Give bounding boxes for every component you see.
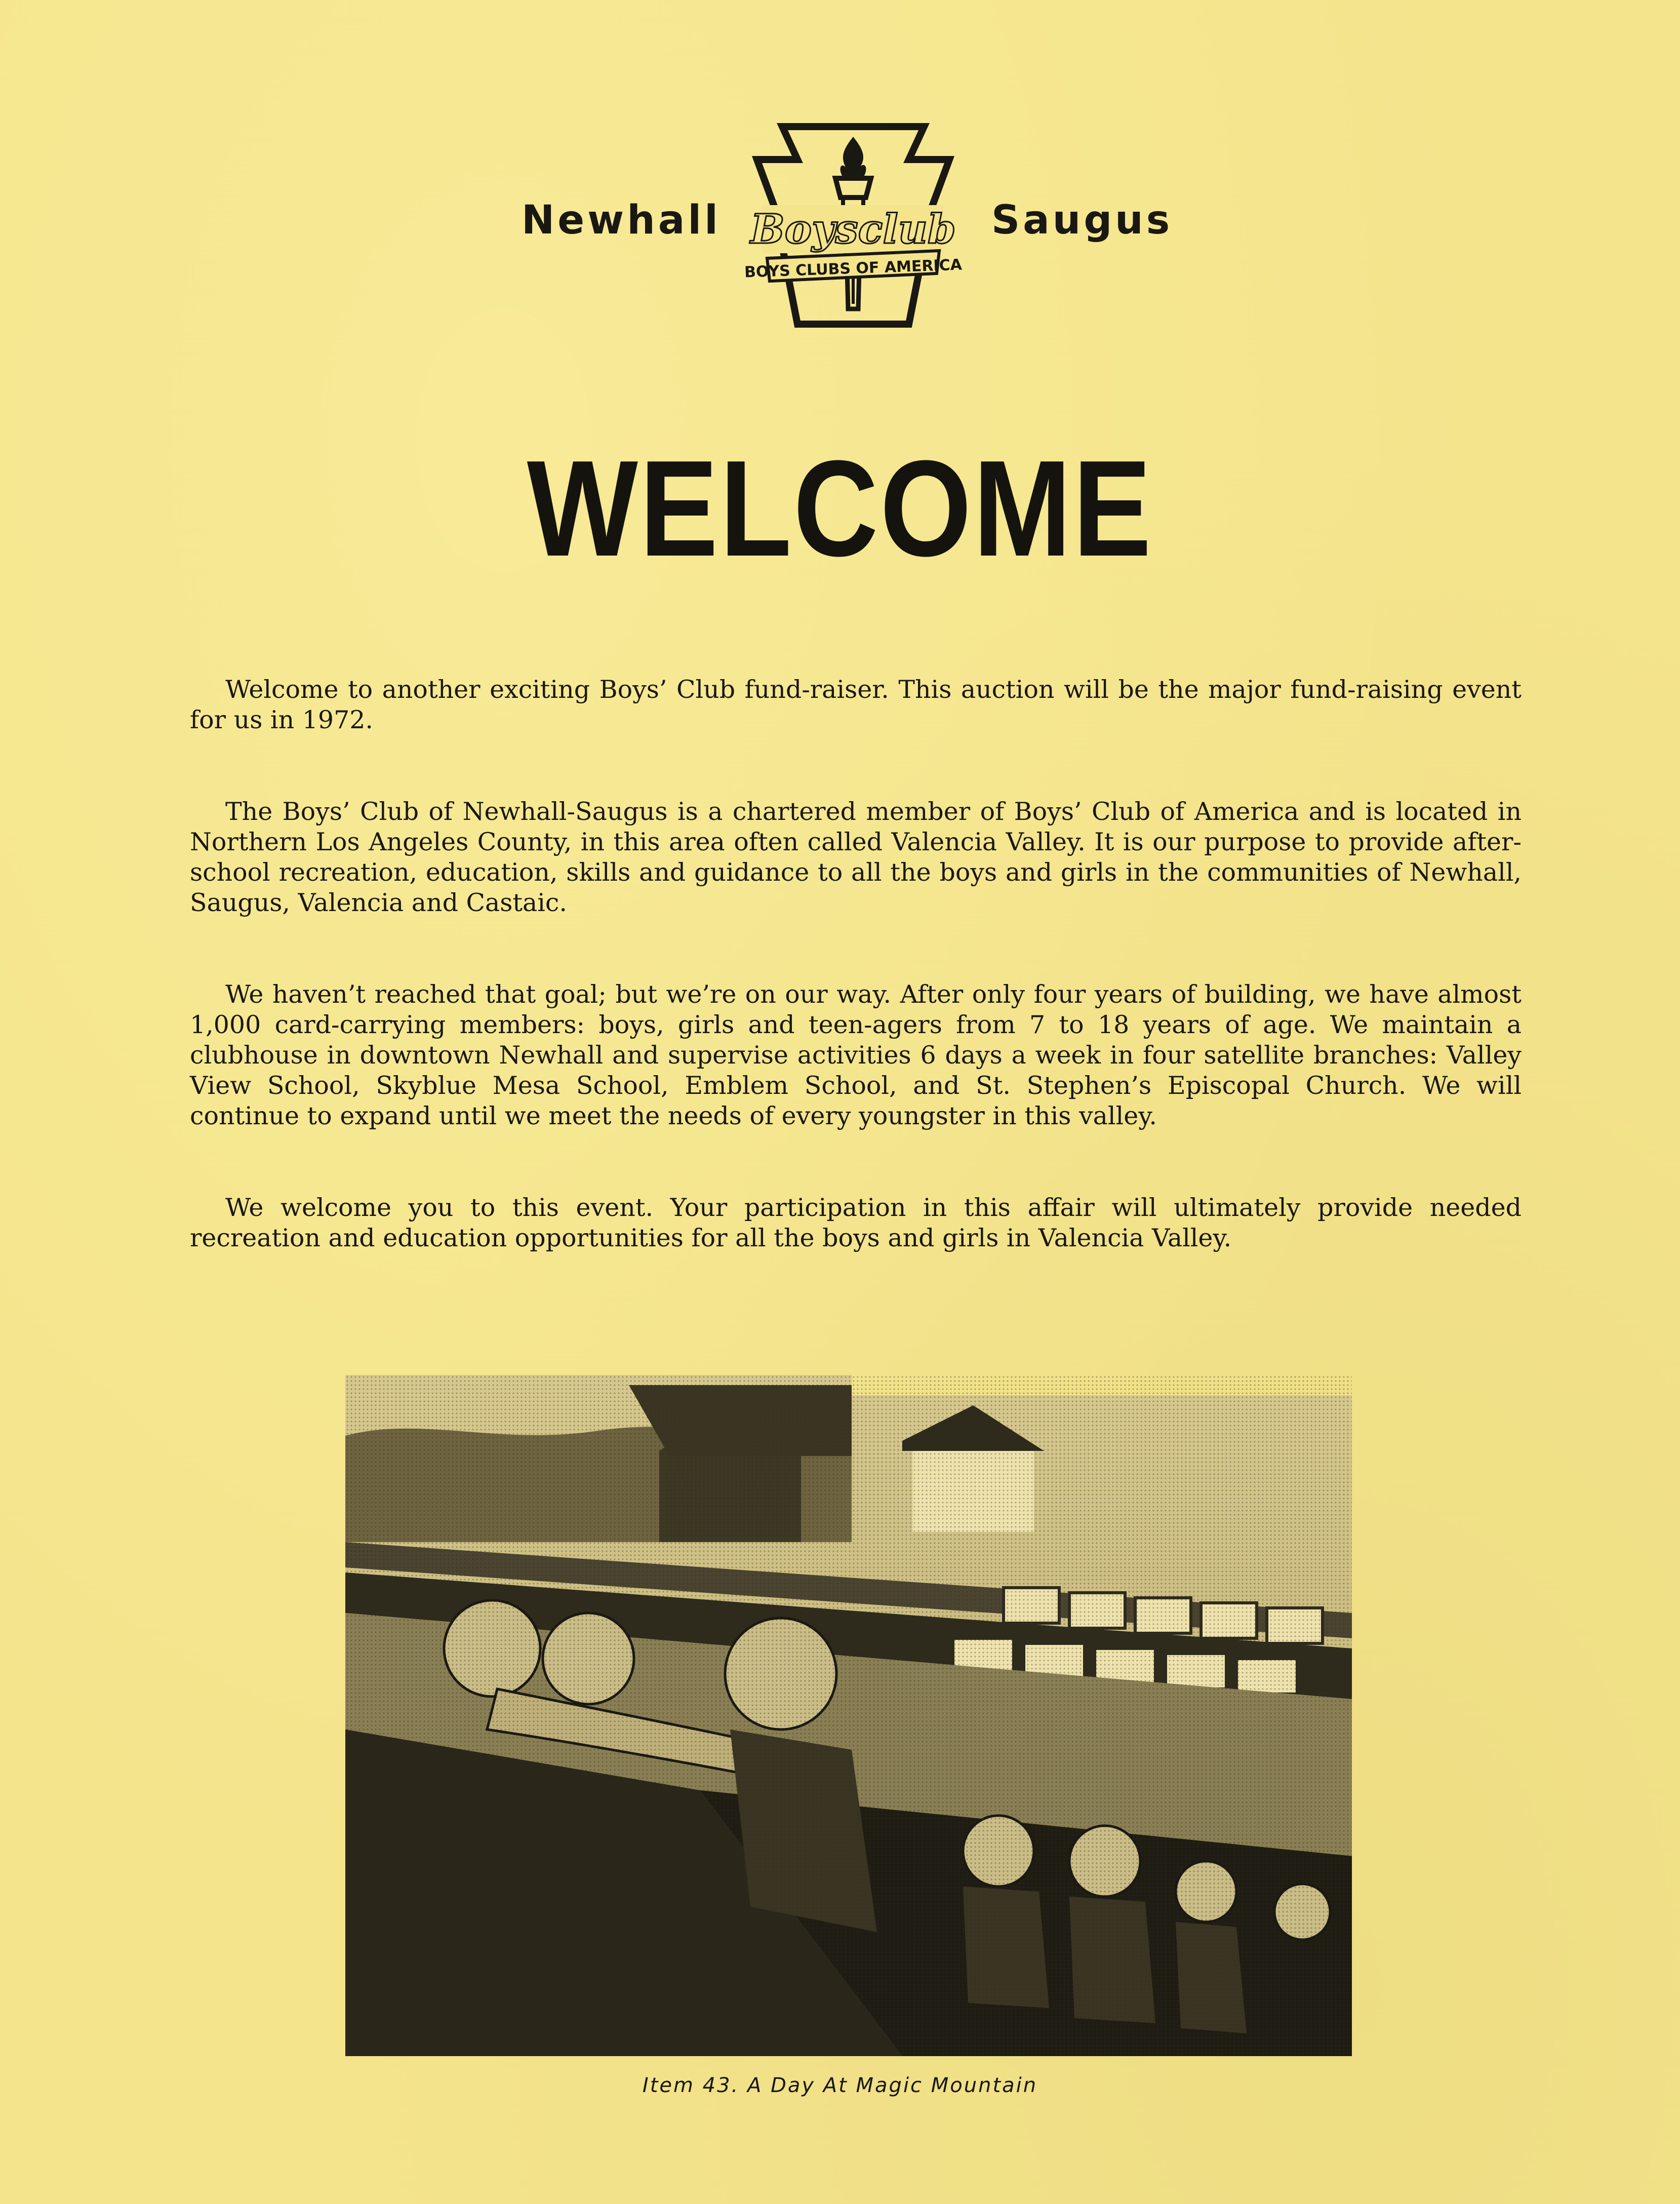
logo-script-text: Boysclub: [750, 205, 956, 253]
header-right-text: Saugus: [991, 198, 1173, 243]
magic-mountain-photo: [345, 1375, 1352, 2056]
paragraph-closing: We welcome you to this event. Your participation in this affair will ultimately provide needed recreation and education opportunities for all the boys and girls in Valencia Valley.: [190, 1193, 1522, 1252]
paragraph-progress: We haven’t reached that goal; but we’re on our way. After only four years of building, we have almost 1,000 card-carrying members: boys, girls and teen-agers from 7 to 18 years of age. We maintain a clubhouse in downtown Newhall and supervise activities 6 days a week in four satellite branches: Valley View School, Skyblue Mesa School, Emblem School, and St. Stephen’s Episcopal Church. We will continue to expand until we meet the needs of every youngster in this valley.: [190, 980, 1522, 1130]
logo-banner-text: BOYS CLUBS OF AMERICA: [744, 256, 963, 282]
page-title: WELCOME: [527, 432, 1153, 585]
letterhead: [0, 122, 1680, 344]
header-left-text: Newhall: [522, 198, 721, 243]
paragraph-intro: Welcome to another exciting Boys’ Club fund-raiser. This auction will be the major fund-raising event for us in 1972.: [190, 675, 1522, 734]
paragraph-about: The Boys’ Club of Newhall-Saugus is a chartered member of Boys’ Club of America and is located in Northern Los Angeles County, in this area often called Valencia Valley. It is our purpose to provide after-school recreation, education, skills and guidance to all the boys and girls in the communities of Newhall, Saugus, Valencia and Castaic.: [190, 797, 1522, 917]
boys-club-keystone-logo: [742, 122, 965, 344]
letter-body: [190, 675, 1522, 1315]
photo-caption: Item 43. A Day At Magic Mountain: [642, 2074, 1038, 2097]
